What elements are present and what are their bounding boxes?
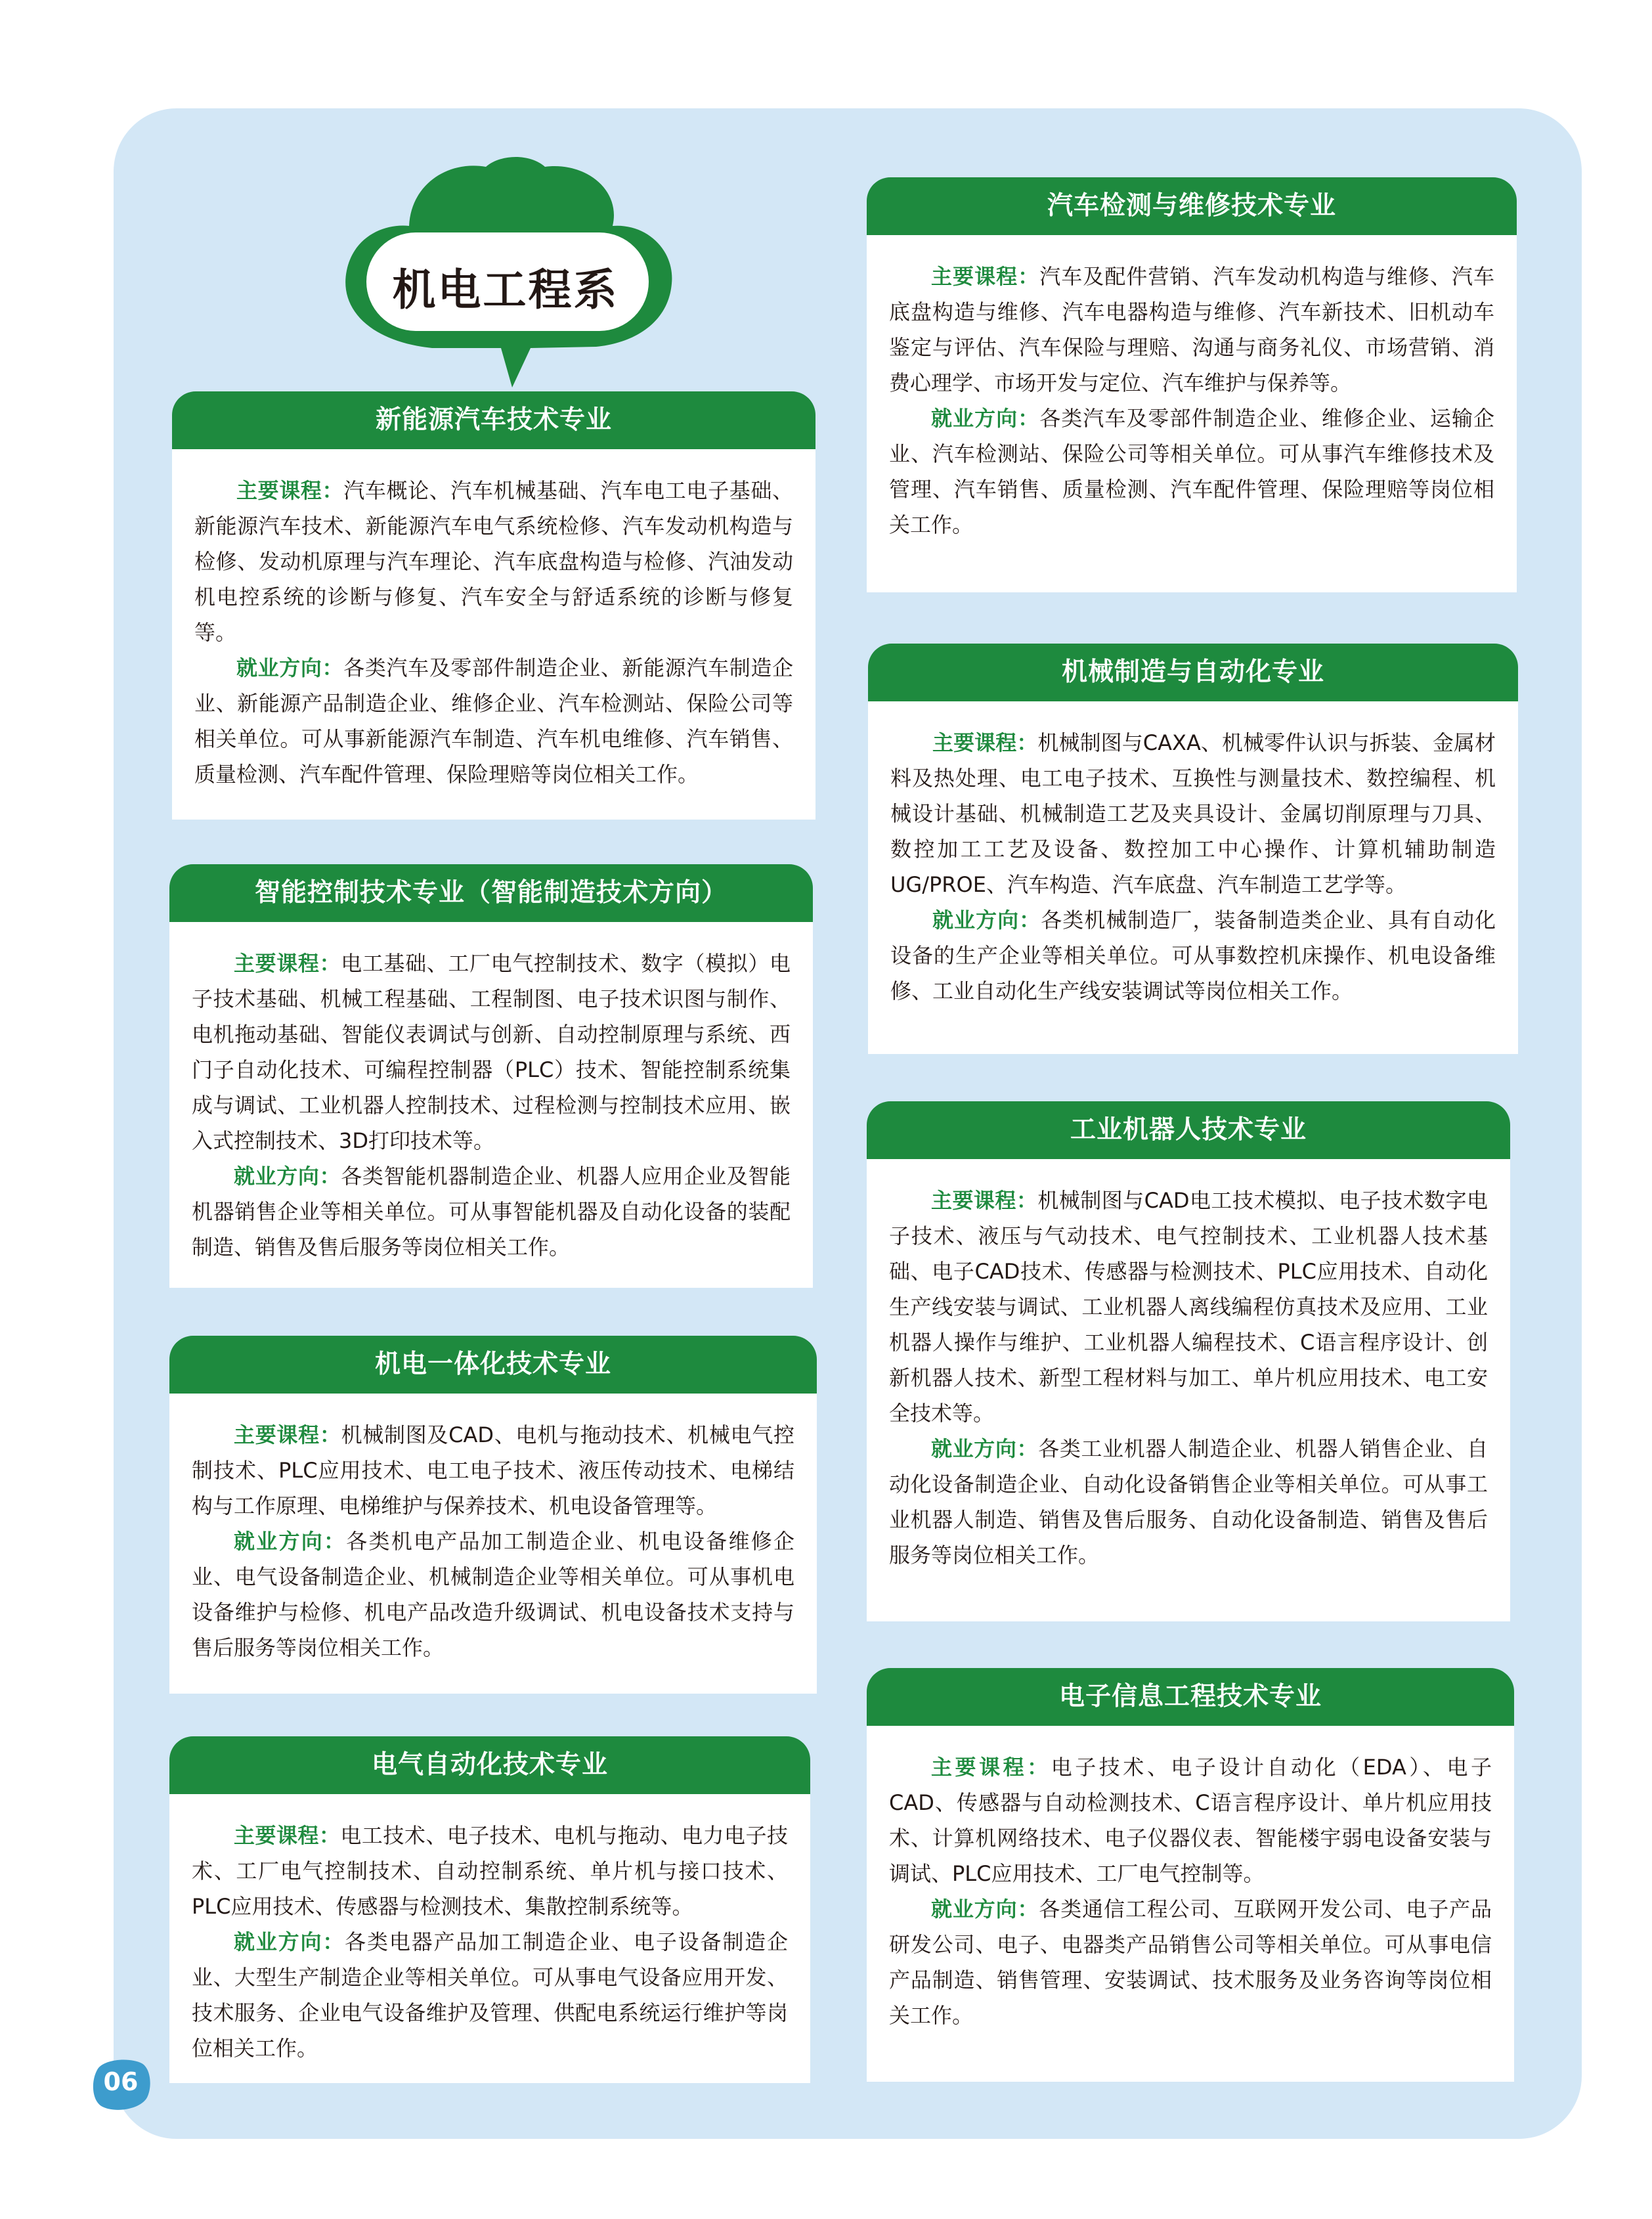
page-number: 06 <box>103 2067 139 2096</box>
courses-text: 机械制图与CAXA、机械零件认识与拆装、金属材料及热处理、电工电子技术、互换性与测量技术、数控编程、机械设计基础、机械制造工艺及夹具设计、金属切削原理与刀具、数控加工工艺及设备、数控加工中心操作、计算机辅助制造UG/PROE、汽车构造、汽车底盘、汽车制造工艺学等。 <box>890 730 1496 897</box>
courses-text: 机械制图与CAD电工技术模拟、电子技术数字电子技术、液压与气动技术、电气控制技术、工业机器人技术基础、电子CAD技术、传感器与检测技术、PLC应用技术、自动化生产线安装与调试、工业机器人离线编程仿真技术及应用、工业机器人操作与维护、工业机器人编程技术、C语言程序设计、创新机器人技术、新型工程材料与加工、单片机应用技术、电工安全技术等。 <box>889 1188 1488 1426</box>
jobs-label: 就业方向： <box>931 1436 1039 1461</box>
major-card-new-energy-vehicle <box>172 391 815 820</box>
jobs-label: 就业方向： <box>932 908 1041 933</box>
courses-label: 主要课程： <box>234 951 341 976</box>
jobs-paragraph <box>192 1524 794 1665</box>
major-body <box>867 235 1517 592</box>
courses-label: 主要课程： <box>931 1188 1038 1213</box>
major-title: 汽车检测与维修技术专业 <box>867 177 1517 235</box>
major-title: 电子信息工程技术专业 <box>867 1668 1514 1726</box>
major-card-mechatronics <box>169 1336 817 1694</box>
jobs-text: 各类智能机器制造企业、机器人应用企业及智能机器销售企业等相关单位。可从事智能机器及自动化设备的装配制造、销售及售后服务等岗位相关工作。 <box>192 1164 791 1260</box>
courses-paragraph <box>890 725 1496 902</box>
courses-text: 汽车及配件营销、汽车发动机构造与维修、汽车底盘构造与维修、汽车电器构造与维修、汽车新技术、旧机动车鉴定与评估、汽车保险与理赔、沟通与商务礼仪、市场营销、消费心理学、市场开发与定位、汽车维护与保养等。 <box>889 264 1494 395</box>
jobs-text: 各类机电产品加工制造企业、机电设备维修企业、电气设备制造企业、机械制造企业等相关单位。可从事机电设备维护与检修、机电产品改造升级调试、机电设备技术支持与售后服务等岗位相关工作。 <box>192 1529 794 1660</box>
major-body <box>169 922 813 1288</box>
courses-paragraph <box>889 1749 1492 1891</box>
courses-text: 汽车概论、汽车机械基础、汽车电工电子基础、新能源汽车技术、新能源汽车电气系统检修、汽车发动机构造与检修、发动机原理与汽车理论、汽车底盘构造与检修、汽油发动机电控系统的诊断与修复、汽车安全与舒适系统的诊断与修复等。 <box>194 478 793 645</box>
major-title: 机电一体化技术专业 <box>169 1336 817 1394</box>
courses-label: 主要课程： <box>234 1422 341 1447</box>
courses-text: 电工技术、电子技术、电机与拖动、电力电子技术、工厂电气控制技术、自动控制系统、单片机与接口技术、PLC应用技术、传感器与检测技术、集散控制系统等。 <box>192 1823 788 1919</box>
major-title: 工业机器人技术专业 <box>867 1101 1510 1159</box>
jobs-label: 就业方向： <box>234 1164 341 1189</box>
major-body <box>868 701 1518 1054</box>
courses-paragraph <box>889 1183 1488 1431</box>
jobs-label: 就业方向： <box>234 1529 347 1554</box>
jobs-text: 各类通信工程公司、互联网开发公司、电子产品研发公司、电子、电器类产品销售公司等相关单位。可从事电信产品制造、销售管理、安装调试、技术服务及业务咨询等岗位相关工作。 <box>889 1897 1492 2028</box>
major-body <box>867 1159 1510 1621</box>
jobs-text: 各类工业机器人制造企业、机器人销售企业、自动化设备制造企业、自动化设备销售企业等相关单位。可从事工业机器人制造、销售及售后服务、自动化设备制造、销售及售后服务等岗位相关工作。 <box>889 1436 1488 1568</box>
courses-text: 机械制图及CAD、电机与拖动技术、机械电气控制技术、PLC应用技术、电工电子技术、液压传动技术、电梯结构与工作原理、电梯维护与保养技术、机电设备管理等。 <box>192 1422 794 1518</box>
jobs-label: 就业方向： <box>236 655 344 680</box>
courses-label: 主要课程： <box>236 478 344 503</box>
courses-label: 主要课程： <box>931 264 1040 289</box>
jobs-paragraph <box>889 401 1494 542</box>
jobs-paragraph <box>889 1431 1488 1573</box>
major-card-mechanical-manufacturing <box>868 644 1518 1054</box>
courses-text: 电子技术、电子设计自动化（EDA）、电子CAD、传感器与自动检测技术、C语言程序设计、单片机应用技术、计算机网络技术、电子仪器仪表、智能楼宇弱电设备安装与调试、PLC应用技术、工厂电气控制等。 <box>889 1755 1492 1886</box>
jobs-paragraph <box>192 1158 791 1265</box>
jobs-paragraph <box>890 902 1496 1009</box>
jobs-label: 就业方向： <box>931 406 1040 431</box>
courses-label: 主要课程： <box>234 1823 341 1848</box>
courses-label: 主要课程： <box>931 1755 1051 1780</box>
major-card-electronic-information <box>867 1668 1514 2082</box>
major-card-intelligent-control <box>169 864 813 1288</box>
jobs-label: 就业方向： <box>234 1929 345 1954</box>
courses-text: 电工基础、工厂电气控制技术、数字（模拟）电子技术基础、机械工程基础、工程制图、电子技术识图与制作、电机拖动基础、智能仪表调试与创新、自动控制原理与系统、西门子自动化技术、可编程控制器（PLC）技术、智能控制系统集成与调试、工业机器人控制技术、过程检测与控制技术应用、嵌入式控制技术、3D打印技术等。 <box>192 951 791 1153</box>
jobs-text: 各类机械制造厂，装备制造类企业、具有自动化设备的生产企业等相关单位。可从事数控机床操作、机电设备维修、工业自动化生产线安装调试等岗位相关工作。 <box>890 908 1496 1003</box>
major-body <box>172 449 815 820</box>
courses-paragraph <box>889 259 1494 401</box>
major-body <box>169 1394 817 1694</box>
major-card-auto-inspection-repair <box>867 177 1517 592</box>
courses-label: 主要课程： <box>932 730 1038 755</box>
jobs-paragraph <box>194 650 793 792</box>
major-title: 机械制造与自动化专业 <box>868 644 1518 701</box>
jobs-paragraph <box>889 1891 1492 2033</box>
major-card-electrical-automation <box>169 1736 810 2083</box>
jobs-text: 各类汽车及零部件制造企业、新能源汽车制造企业、新能源产品制造企业、维修企业、汽车检测站、保险公司等相关单位。可从事新能源汽车制造、汽车机电维修、汽车销售、质量检测、汽车配件管理、保险理赔等岗位相关工作。 <box>194 655 793 787</box>
courses-paragraph <box>192 946 791 1158</box>
courses-paragraph <box>194 473 793 650</box>
department-title: 机电工程系 <box>392 265 619 315</box>
jobs-text: 各类电器产品加工制造企业、电子设备制造企业、大型生产制造企业等相关单位。可从事电气设备应用开发、技术服务、企业电气设备维护及管理、供配电系统运行维护等岗位相关工作。 <box>192 1929 788 2061</box>
jobs-paragraph <box>192 1924 788 2066</box>
major-title: 新能源汽车技术专业 <box>172 391 815 449</box>
jobs-text: 各类汽车及零部件制造企业、维修企业、运输企业、汽车检测站、保险公司等相关单位。可从事汽车维修技术及管理、汽车销售、质量检测、汽车配件管理、保险理赔等岗位相关工作。 <box>889 406 1494 537</box>
major-title: 电气自动化技术专业 <box>169 1736 810 1794</box>
major-body <box>169 1794 810 2083</box>
jobs-label: 就业方向： <box>931 1897 1039 1922</box>
major-body <box>867 1726 1514 2082</box>
courses-paragraph <box>192 1818 788 1924</box>
courses-paragraph <box>192 1417 794 1524</box>
major-card-industrial-robot <box>867 1101 1510 1621</box>
major-title: 智能控制技术专业（智能制造技术方向） <box>169 864 813 922</box>
